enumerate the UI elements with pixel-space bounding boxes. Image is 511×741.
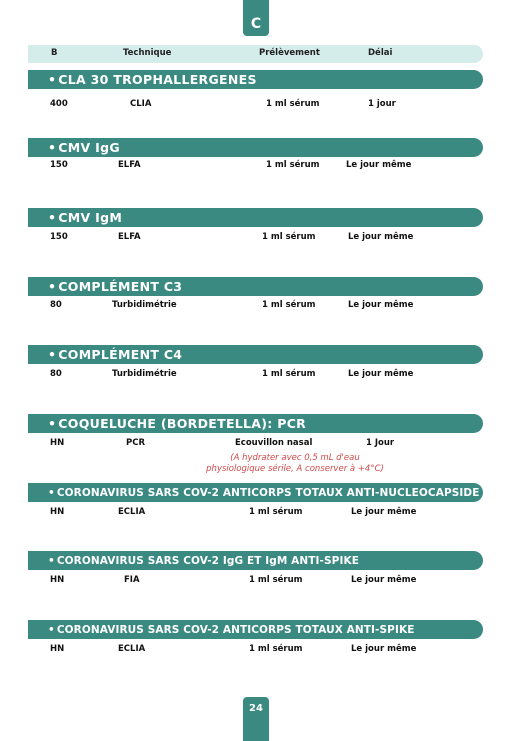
cell-prelevement: 1 ml sérum: [262, 232, 316, 242]
test-row: [28, 642, 483, 656]
test-section: [28, 551, 483, 587]
test-row: [28, 158, 483, 172]
cell-technique: Turbidimétrie: [112, 369, 177, 379]
cell-technique: ELFA: [118, 160, 141, 170]
cell-prelevement: 1 ml sérum: [266, 160, 320, 170]
test-section: [28, 138, 483, 172]
bullet-icon: •: [48, 72, 57, 87]
header-prelevement: Prélèvement: [259, 48, 320, 58]
cell-technique: ECLIA: [118, 644, 146, 654]
section-title: COQUELUCHE (BORDETELLA): PCR: [58, 416, 307, 431]
cell-prelevement: 1 ml sérum: [249, 575, 303, 585]
note-line: physiologique sérile, A conserver à +4°C): [206, 464, 384, 474]
cell-prelevement: 1 ml sérum: [249, 507, 303, 517]
bullet-icon: •: [48, 347, 57, 362]
section-title-bar: [28, 414, 483, 433]
test-section: [28, 277, 483, 312]
test-row: [28, 367, 483, 381]
cell-delai: Le jour même: [348, 232, 414, 242]
cell-b: HN: [50, 507, 65, 517]
section-title: CORONAVIRUS SARS COV-2 ANTICORPS TOTAUX ANTI-NUCLEOCAPSIDE: [56, 486, 480, 499]
cell-b: HN: [50, 575, 65, 585]
section-title-bar: [28, 551, 483, 570]
test-section: [28, 70, 483, 111]
column-header-bar: [28, 45, 483, 63]
cell-b: 80: [50, 300, 62, 310]
cell-delai: Le jour même: [348, 369, 414, 379]
page-number-tab: [243, 697, 269, 741]
cell-technique: CLIA: [130, 99, 152, 109]
test-row: [28, 230, 483, 244]
cell-delai: Le jour même: [351, 575, 417, 585]
bullet-icon: •: [48, 279, 57, 294]
header-technique: Technique: [123, 48, 172, 58]
cell-technique: ELFA: [118, 232, 141, 242]
section-title: COMPLÉMENT C4: [58, 347, 183, 362]
storage-note: [175, 453, 415, 475]
bullet-icon: •: [48, 623, 55, 636]
cell-b: 150: [50, 232, 68, 242]
cell-delai: 1 jour: [368, 99, 396, 109]
cell-delai: 1 Jour: [366, 438, 395, 448]
test-section: [28, 345, 483, 381]
bullet-icon: •: [48, 210, 57, 225]
section-title-bar: [28, 208, 483, 227]
section-title-bar: [28, 277, 483, 296]
header-delai: Délai: [368, 48, 393, 58]
test-section: [28, 483, 483, 519]
cell-b: HN: [50, 438, 65, 448]
cell-delai: Le jour même: [348, 300, 414, 310]
cell-technique: PCR: [126, 438, 146, 448]
cell-technique: Turbidimétrie: [112, 300, 177, 310]
cell-prelevement: 1 ml sérum: [262, 369, 316, 379]
cell-prelevement: 1 ml sérum: [262, 300, 316, 310]
cell-technique: FIA: [124, 575, 140, 585]
section-title-bar: [28, 620, 483, 639]
section-title-bar: [28, 345, 483, 364]
bullet-icon: •: [48, 416, 57, 431]
header-b: B: [51, 48, 58, 58]
letter-tab: [243, 0, 269, 36]
cell-b: 80: [50, 369, 62, 379]
letter-label: C: [250, 16, 262, 32]
cell-prelevement: 1 ml sérum: [266, 99, 320, 109]
test-row: [28, 97, 483, 111]
test-row: [28, 505, 483, 519]
cell-delai: Le jour même: [351, 644, 417, 654]
cell-delai: Le jour même: [346, 160, 412, 170]
page-number: 24: [249, 703, 263, 714]
cell-prelevement: Ecouvillon nasal: [235, 438, 313, 448]
section-title: CLA 30 TROPHALLERGENES: [58, 72, 257, 87]
cell-prelevement: 1 ml sérum: [249, 644, 303, 654]
note-line: (A hydrater avec 0,5 mL d'eau: [230, 453, 360, 463]
section-title-bar: [28, 483, 483, 502]
test-row: [28, 436, 483, 450]
test-section: [28, 208, 483, 244]
test-row: [28, 573, 483, 587]
bullet-icon: •: [48, 140, 57, 155]
section-title: CORONAVIRUS SARS COV-2 IgG ET IgM ANTI-SPIKE: [56, 554, 359, 567]
cell-technique: ECLIA: [118, 507, 146, 517]
section-title: COMPLÉMENT C3: [58, 279, 183, 294]
bullet-icon: •: [48, 486, 55, 499]
test-section: [28, 620, 483, 656]
cell-b: 150: [50, 160, 68, 170]
bullet-icon: •: [48, 554, 55, 567]
section-title-bar: [28, 70, 483, 89]
section-title: CORONAVIRUS SARS COV-2 ANTICORPS TOTAUX ANTI-SPIKE: [56, 623, 415, 636]
cell-b: HN: [50, 644, 65, 654]
section-title: CMV IgM: [58, 210, 123, 225]
section-title: CMV IgG: [58, 140, 120, 155]
test-row: [28, 298, 483, 312]
test-section: [28, 414, 483, 476]
cell-delai: Le jour même: [351, 507, 417, 517]
cell-b: 400: [50, 99, 68, 109]
section-title-bar: [28, 138, 483, 157]
